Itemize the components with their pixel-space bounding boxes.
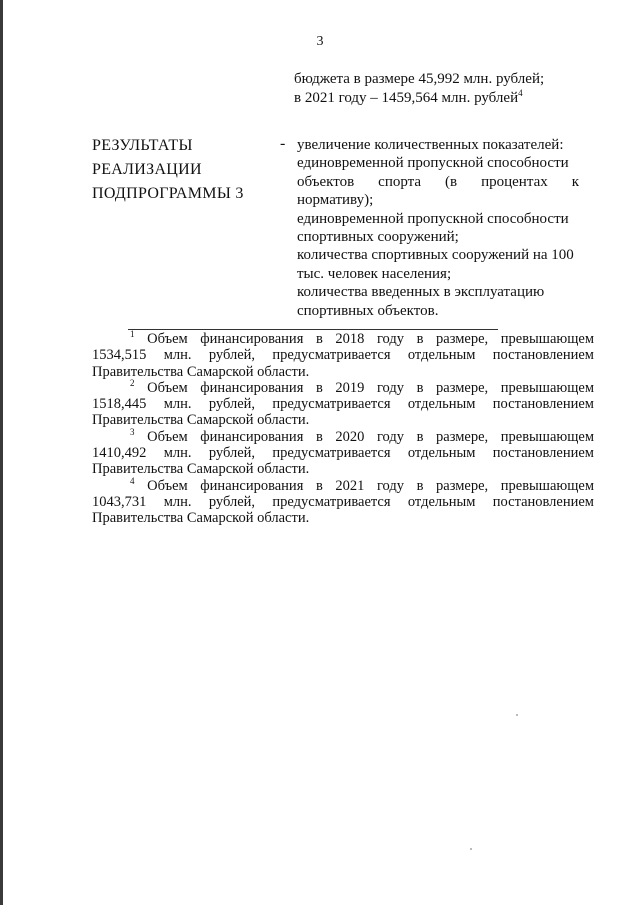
footnote-marker: 1 xyxy=(130,329,135,340)
page-number: 3 xyxy=(316,34,324,49)
footnote-4 xyxy=(92,475,594,527)
footnote-line: Объем финансирования в 2019 году в размере, превышающем xyxy=(147,379,594,396)
results-line: количества спортивных сооружений на 100 xyxy=(297,247,574,264)
footnote-line: 1534,515 млн. рублей, предусматривается отдельным постановлением xyxy=(92,347,594,364)
footnote-line: Объем финансирования в 2020 году в размере, превышающем xyxy=(147,428,594,445)
results-dash: - xyxy=(280,135,286,152)
footnote-marker: 2 xyxy=(130,378,135,389)
footnote-line: Правительства Самарской области. xyxy=(92,461,310,478)
footnote-3 xyxy=(92,426,594,478)
footnote-separator xyxy=(128,329,498,330)
footnote-line: 1410,492 млн. рублей, предусматривается отдельным постановлением xyxy=(92,445,594,462)
footnote-marker: 3 xyxy=(130,426,135,437)
results-line: спортивных объектов. xyxy=(297,302,439,319)
footnotes xyxy=(92,331,594,527)
results-line: увеличение количественных показателей: xyxy=(297,137,564,153)
results-line: единовременной пропускной способности xyxy=(297,210,569,227)
results-line: нормативу); xyxy=(297,192,374,209)
results-heading xyxy=(92,134,244,206)
budget-line-2: в 2021 году – 1459,564 млн. рублей$^4$ xyxy=(294,88,523,106)
results-heading-line: РЕАЛИЗАЦИИ xyxy=(92,161,202,178)
footnote-2 xyxy=(92,380,594,429)
footnote-line: 1043,731 млн. рублей, предусматривается отдельным постановлением xyxy=(92,493,594,510)
footnote-line: Правительства Самарской области. xyxy=(92,510,310,527)
results-line: спортивных сооружений; xyxy=(297,229,459,246)
scan-speck xyxy=(516,714,518,716)
results-heading-line: ПОДПРОГРАММЫ 3 xyxy=(92,185,244,202)
footnote-1 xyxy=(92,331,594,380)
footnote-line: 1518,445 млн. рублей, предусматривается отдельным постановлением xyxy=(92,396,594,413)
results-line: тыс. человек населения; xyxy=(297,265,452,282)
footnote-line: Правительства Самарской области. xyxy=(92,412,310,429)
footnote-line: Объем финансирования в 2021 году в размере, превышающем xyxy=(147,477,594,494)
results-heading-line: РЕЗУЛЬТАТЫ xyxy=(92,137,193,154)
budget-continuation xyxy=(294,70,544,108)
results-line: количества введенных в эксплуатацию xyxy=(297,284,545,301)
scan-edge xyxy=(0,0,3,905)
footnote-line: Объем финансирования в 2018 году в размере, превышающем xyxy=(147,331,594,347)
results-line: единовременной пропускной способности xyxy=(297,155,569,172)
budget-line-1: бюджета в размере 45,992 млн. рублей; xyxy=(294,71,545,87)
results-line: объектов спорта (в процентах к xyxy=(297,173,579,190)
results-text xyxy=(297,136,579,320)
footnote-marker: 4 xyxy=(130,475,135,486)
footnote-line: Правительства Самарской области. xyxy=(92,363,310,380)
scan-speck xyxy=(470,848,472,850)
footnote-ref-4: 4 xyxy=(518,88,523,98)
